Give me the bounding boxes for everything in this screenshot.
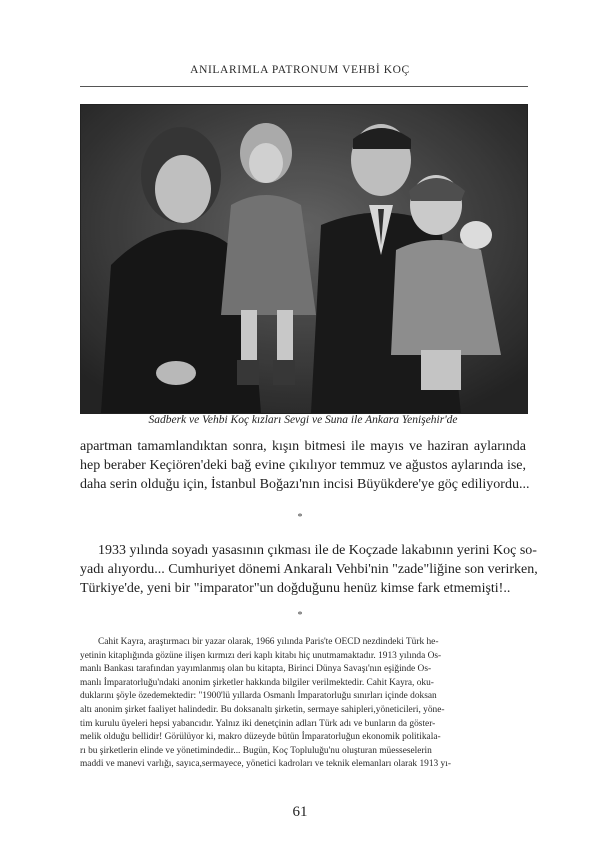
body-line: daha serin olduğu için, İstanbul Boğazı'nın incisi Büyükdere'ye göç ediliyordu... bbox=[80, 477, 530, 492]
body-line: 1933 yılında soyadı yasasının çıkması ile de Koçzade lakabının yerini Koç so- bbox=[98, 543, 537, 558]
footnote-line: maddi ve manevi varlığı, sayıca,sermayece, yönetici kadroları ve teknik elemanları olarak 1913 yı- bbox=[80, 759, 451, 770]
header-rule bbox=[80, 86, 528, 87]
footnote-line: rı bu şirketlerin elinde ve yönetimindedir... Bugün, Koç Topluluğu'nu oluşturan müesseselerin bbox=[80, 745, 432, 756]
footnote-line: melik olduğu bellidir! Görülüyor ki, makro düzeyde bütün İmparatorluğun ekonomik politikala- bbox=[80, 732, 441, 743]
family-photo bbox=[80, 104, 528, 414]
section-separator: * bbox=[297, 610, 303, 621]
body-line: Türkiye'de, yeni bir "imparator"un doğduğunu henüz kimse fark etmemişti!.. bbox=[80, 581, 511, 596]
footnote-line: tim kurulu üyeleri hepsi yabancıdır. Yalnız iki denetçinin adları Türk adı ve bunların da göster- bbox=[80, 718, 436, 729]
footnote-line: yetinin kitaplığında gözüne ilişen kırmızı deri kaplı kitabı hiç unutmamaktadır. 1913 yılında Os- bbox=[80, 650, 442, 661]
running-header: ANILARIMLA PATRONUM VEHBİ KOÇ bbox=[190, 64, 410, 76]
body-paragraph-1 bbox=[80, 437, 530, 494]
body-paragraph-2 bbox=[80, 541, 538, 598]
section-separator: * bbox=[297, 512, 303, 523]
body-line: yadı alıyordu... Cumhuriyet dönemi Ankaralı Vehbi'nin "zade"liğine son verirken, bbox=[80, 562, 538, 577]
body-line: apartman tamamlandıktan sonra, kışın bitmesi ile mayıs ve haziran aylarında bbox=[80, 439, 526, 454]
footnote-line: manlı İmparatorluğu'ndaki anonim şirketler hakkında bilgiler verilmektedir. Cahit Kayra, oku- bbox=[80, 677, 434, 688]
photo-caption: Sadberk ve Vehbi Koç kızları Sevgi ve Suna ile Ankara Yenişehir'de bbox=[148, 414, 458, 426]
footnote-block bbox=[80, 636, 526, 772]
body-line: hep beraber Keçiören'deki bağ evine çıkılıyor temmuz ve ağustos aylarında ise, bbox=[80, 458, 526, 473]
footnote-line: Cahit Kayra, araştırmacı bir yazar olarak, 1966 yılında Paris'te OECD nezdindeki Türk he- bbox=[98, 637, 439, 647]
footnote-line: manlı Bankası tarafından yayımlanmış olan bu kitapta, Birinci Dünya Savaşı'nın eşiğinde Os- bbox=[80, 664, 432, 675]
family-photo-drawing bbox=[81, 105, 527, 413]
footnote-line: altı anonim şirket faaliyet halindedir. Bu doksanaltı şirketin, sermaye sahipleri,yöneticileri, yöne- bbox=[80, 704, 445, 715]
footnote-line: duklarını şöyle özedemektedir: "1900'lü yıllarda Osmanlı İmparatorluğu sınırları içinde doksan bbox=[80, 691, 437, 702]
page-number: 61 bbox=[292, 804, 308, 820]
